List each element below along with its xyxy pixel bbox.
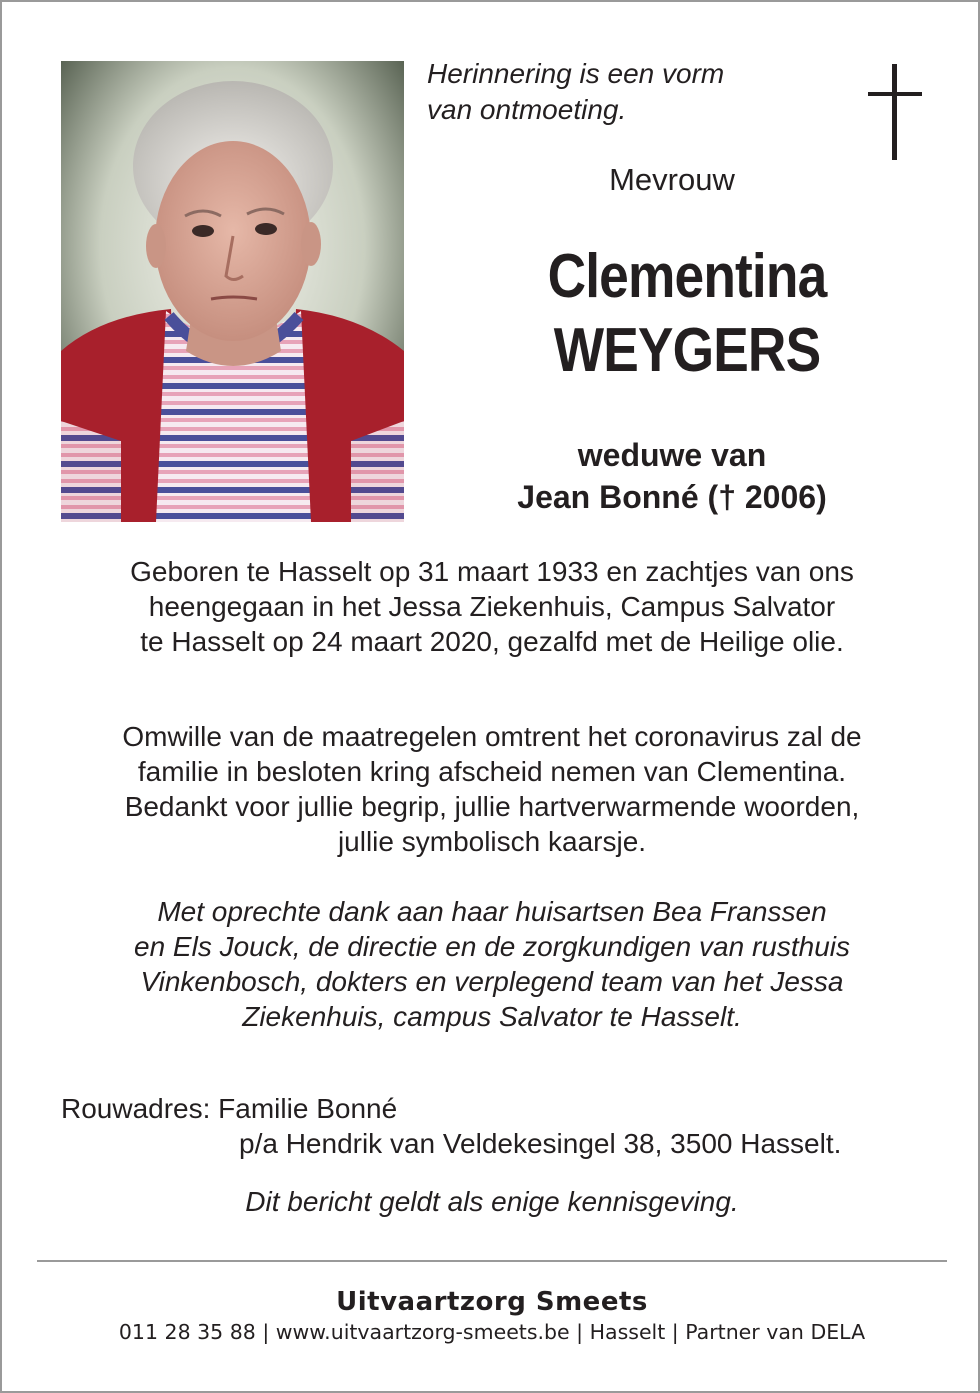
spouse-line-1: weduwe van <box>577 437 767 473</box>
spouse-line-2: Jean Bonné († 2006) <box>517 479 827 515</box>
birth-paragraph <box>42 554 942 659</box>
undertaker-name: Uitvaartzorg Smeets <box>336 1287 648 1317</box>
corona-line: Omwille van de maatregelen omtrent het coronavirus zal de <box>122 721 862 752</box>
corona-paragraph <box>42 719 942 859</box>
thanks-line: Ziekenhuis, campus Salvator te Hasselt. <box>242 1001 742 1032</box>
first-name: Clementina <box>547 242 827 311</box>
corona-line: familie in besloten kring afscheid nemen van Clementina. <box>137 756 847 787</box>
birth-line: Geboren te Hasselt op 31 maart 1933 en zachtjes van ons <box>130 556 854 587</box>
deceased-name <box>511 240 864 388</box>
honorific: Mevrouw <box>609 162 735 197</box>
thanks-line: Met oprechte dank aan haar huisartsen Bea Franssen <box>157 896 827 927</box>
birth-line: heengegaan in het Jessa Ziekenhuis, Campus Salvator <box>148 591 836 622</box>
last-name: WEYGERS <box>553 316 821 385</box>
mourning-address-line: p/a Hendrik van Veldekesingel 38, 3500 Hasselt. <box>239 1128 842 1159</box>
spouse-info <box>442 434 902 518</box>
corona-line: jullie symbolisch kaarsje. <box>337 826 647 857</box>
portrait-photo <box>61 61 404 522</box>
quote-line-2: van ontmoeting. <box>427 94 627 125</box>
cross-icon <box>865 64 925 162</box>
notice-statement: Dit bericht geldt als enige kennisgeving. <box>245 1186 739 1217</box>
undertaker-contact: 011 28 35 88 | www.uitvaartzorg-smeets.be | Hasselt | Partner van DELA <box>118 1320 866 1344</box>
mourning-address-label: Rouwadres: Familie Bonné <box>61 1093 398 1124</box>
thanks-paragraph <box>42 894 942 1034</box>
quote-line-1: Herinnering is een vorm <box>427 58 725 89</box>
footer-divider <box>37 1260 947 1262</box>
corona-line: Bedankt voor jullie begrip, jullie hartverwarmende woorden, <box>124 791 860 822</box>
thanks-line: en Els Jouck, de directie en de zorgkundigen van rusthuis <box>134 931 850 962</box>
portrait-illustration <box>61 61 404 522</box>
memorial-quote <box>427 56 724 128</box>
birth-line: te Hasselt op 24 maart 2020, gezalfd met de Heilige olie. <box>140 626 844 657</box>
thanks-line: Vinkenbosch, dokters en verplegend team van het Jessa <box>140 966 844 997</box>
